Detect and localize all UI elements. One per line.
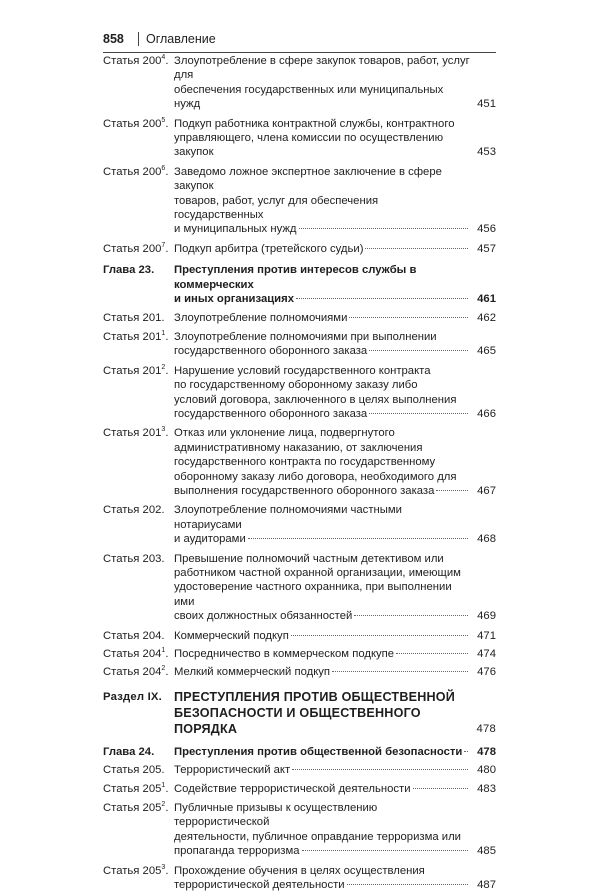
toc-entry <box>103 117 496 160</box>
toc-entry <box>103 864 496 893</box>
header-separator <box>138 32 139 46</box>
dot-leader <box>436 489 468 491</box>
entry-page-number: 471 <box>477 629 496 642</box>
entry-page-number: 462 <box>477 311 496 324</box>
entry-title: Прохождение обучения в целях осуществления террористической деятельности 487 <box>174 864 496 892</box>
entry-label: Статья $200^5$. <box>103 116 169 130</box>
entry-title: Подкуп работника контрактной службы, контрактного управляющего, члена комиссии по осуществлению закупок 453 <box>174 117 496 159</box>
entry-title: ПРЕСТУПЛЕНИЯ ПРОТИВ ОБЩЕСТВЕННОЙ БЕЗОПАСНОСТИ И ОБЩЕСТВЕННОГО ПОРЯДКА 478 <box>174 689 496 736</box>
entry-page-number: 478 <box>477 745 496 758</box>
entry-page-number: 476 <box>477 666 496 679</box>
entry-label: Статья $201^3$. <box>103 426 169 440</box>
dot-leader <box>369 412 468 414</box>
dot-leader <box>296 297 468 299</box>
entry-title: Террористический акт 480 <box>174 764 496 777</box>
entry-title: Превышение полномочий частным детективом или работником частной охранной организации, имеющим удостоверение частного охранника, при выполнении ими своих должностных обязанностей 469 <box>174 552 496 623</box>
entry-title: Злоупотребление полномочиями частными нотариусами и аудиторами 468 <box>174 504 496 546</box>
dot-leader <box>349 316 468 318</box>
running-header <box>103 32 496 53</box>
running-title: Оглавление <box>146 32 216 46</box>
entry-page-number: 467 <box>477 484 496 497</box>
entry-title: Мелкий коммерческий подкуп 476 <box>174 666 496 679</box>
dot-leader <box>354 614 468 616</box>
entry-title: Заведомо ложное экспертное заключение в сфере закупок товаров, работ, услуг для обеспечения государственных и муниципальных нужд 456 <box>174 165 496 236</box>
entry-label: Статья 205. <box>103 764 165 777</box>
toc-entry <box>103 54 496 112</box>
dot-leader <box>369 349 468 351</box>
dot-leader <box>332 670 468 672</box>
entry-title: Подкуп арбитра (третейского судьи) 457 <box>174 242 496 255</box>
entry-title: Публичные призывы к осуществлению террористической деятельности, публичное оправдание терроризма или пропаганда терроризма 485 <box>174 802 496 858</box>
entry-label: Статья $204^1$. <box>103 647 169 661</box>
entry-page-number: 461 <box>477 293 496 306</box>
dot-leader <box>396 652 468 654</box>
entry-page-number: 480 <box>477 764 496 777</box>
toc-entry <box>103 689 496 737</box>
entry-label: Статья $200^7$. <box>103 242 169 255</box>
entry-page-number: 468 <box>477 533 496 546</box>
entry-page-number: 487 <box>477 879 496 892</box>
entry-page-number: 474 <box>477 648 496 661</box>
entry-page-number: 456 <box>477 223 496 236</box>
page-number: 858 <box>103 32 124 46</box>
entry-page-number: 483 <box>477 782 496 795</box>
entry-page-number: 469 <box>477 610 496 623</box>
entry-label: Глава 23. <box>103 264 155 277</box>
entry-label: Статья $201^1$. <box>103 330 169 343</box>
entry-label: Статья $204^2$. <box>103 665 169 679</box>
entry-label: Статья $200^4$. <box>103 54 169 67</box>
entry-title: Злоупотребление полномочиями при выполнении государственного оборонного заказа 465 <box>174 330 496 358</box>
entry-label: Статья 202. <box>103 504 165 517</box>
entry-label: Статья $205^2$. <box>103 801 169 815</box>
entry-label: Статья 201. <box>103 311 165 324</box>
entry-title: Злоупотребление в сфере закупок товаров, работ, услуг для обеспечения государственных или муниципальных нужд 451 <box>174 55 496 111</box>
entry-title: Преступления против общественной безопасности 478 <box>174 745 496 758</box>
entry-page-number: 465 <box>477 345 496 358</box>
toc-entry <box>103 263 496 306</box>
toc-entry <box>103 665 496 679</box>
entry-label: Статья 204. <box>103 629 165 642</box>
entry-page-number: 453 <box>477 146 496 159</box>
entry-page-number: 466 <box>477 407 496 420</box>
entry-label: Раздел IX. <box>103 690 163 703</box>
toc-entry <box>103 311 496 325</box>
dot-leader <box>302 849 469 851</box>
dot-leader <box>292 768 468 770</box>
entry-label: Статья $200^6$. <box>103 165 169 178</box>
entry-label: Статья $205^1$. <box>103 781 169 795</box>
toc-entry <box>103 165 496 237</box>
dot-leader <box>248 537 468 539</box>
dot-leader <box>464 750 468 752</box>
entry-page-number: 485 <box>477 845 496 858</box>
entry-label: Статья $205^3$. <box>103 863 169 877</box>
dot-leader <box>347 883 468 885</box>
dot-leader <box>365 247 468 249</box>
toc-entry <box>103 364 496 422</box>
table-of-contents <box>103 54 496 893</box>
entry-title: Посредничество в коммерческом подкупе 474 <box>174 648 496 661</box>
toc-entry <box>103 782 496 796</box>
entry-page-number: 451 <box>477 98 496 111</box>
toc-entry <box>103 330 496 359</box>
toc-entry <box>103 647 496 661</box>
toc-entry <box>103 629 496 643</box>
entry-title: Отказ или уклонение лица, подвергнутого административному наказанию, от заключения государственного контракта по государственному оборонному заказу либо договора, необходимого для выполнения государственного оборонного заказа 467 <box>174 427 496 497</box>
entry-label: Глава 24. <box>103 745 155 758</box>
toc-entry <box>103 763 496 777</box>
entry-title: Коммерческий подкуп 471 <box>174 629 496 642</box>
dot-leader <box>413 787 468 789</box>
toc-entry <box>103 242 496 256</box>
toc-entry <box>103 745 496 759</box>
toc-entry <box>103 552 496 624</box>
entry-page-number: 478 <box>476 722 496 735</box>
toc-entry <box>103 426 496 498</box>
entry-label: Статья 203. <box>103 552 165 565</box>
toc-entry <box>103 801 496 859</box>
dot-leader <box>299 227 468 229</box>
entry-title: Злоупотребление полномочиями 462 <box>174 311 496 324</box>
entry-label: Статья $201^2$. <box>103 363 169 377</box>
toc-entry <box>103 503 496 546</box>
entry-title: Содействие террористической деятельности 483 <box>174 782 496 795</box>
entry-title: Нарушение условий государственного контракта по государственному оборонному заказу либо условий договора, заключенного в целях выполнения государственного оборонного заказа 466 <box>174 364 496 420</box>
entry-page-number: 457 <box>477 242 496 255</box>
entry-title: Преступления против интересов службы в коммерческих и иных организациях 461 <box>174 264 496 306</box>
dot-leader <box>291 634 468 636</box>
